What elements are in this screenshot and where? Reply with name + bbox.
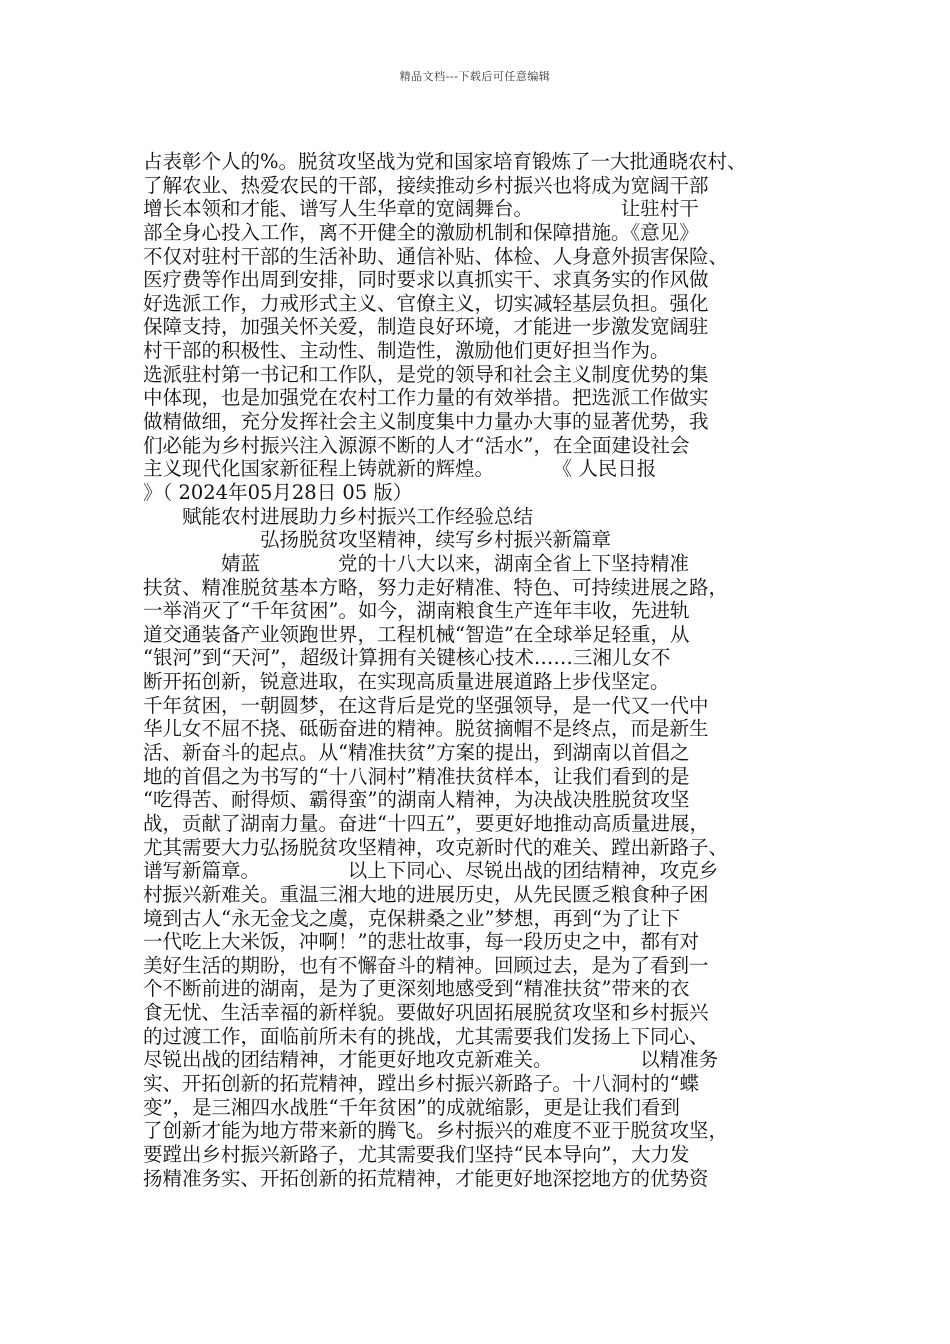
- document-body: [143, 150, 815, 1190]
- text-line: 道交通装备产业领跑世界，工程机械“智造”在全球举足轻重，从: [143, 622, 690, 646]
- text-line: 谱写新篇章。 以上下同心、尽锐出战的团结精神，攻克乡: [143, 859, 719, 883]
- text-line: 美好生活的期盼，也有不懈奋斗的精神。回顾过去，是为了看到一: [143, 953, 709, 977]
- text-line: 食无忧、生活幸福的新样貌。要做好巩固拓展脱贫攻坚和乡村振兴: [143, 1001, 709, 1025]
- text-line: 选派驻村第一书记和工作队，是党的领导和社会主义制度优势的集: [143, 362, 709, 386]
- text-line: 们必能为乡村振兴注入源源不断的人才“活水”，在全面建设社会: [143, 433, 690, 457]
- text-line: 扬精准务实、开拓创新的拓荒精神，才能更好地深挖地方的优势资: [143, 1166, 709, 1190]
- text-line: 战，贡献了湖南力量。奋进“十四五”，要更好地推动高质量进展，: [143, 811, 709, 835]
- text-line: 地的首倡之为书写的“十八洞村”精准扶贫样本，让我们看到的是: [143, 764, 690, 788]
- text-line: 个不断前进的湖南，是为了更深刻地感受到“精准扶贫”带来的衣: [143, 977, 690, 1001]
- text-line: 不仅对驻村干部的生活补助、通信补贴、体检、人身意外损害保险、: [143, 244, 729, 268]
- text-line: 婧蓝 党的十八大以来，湖南全省上下坚持精准: [143, 551, 690, 575]
- text-line: 了创新才能为地方带来新的腾飞。乡村振兴的难度不亚于脱贫攻坚，: [143, 1119, 729, 1143]
- text-line: 要蹚出乡村振兴新路子，尤其需要我们坚持“民本导向”，大力发: [143, 1142, 690, 1166]
- text-line: 好选派工作，力戒形式主义、官僚主义，切实减轻基层负担。强化: [143, 291, 709, 315]
- text-line: 扶贫、精准脱贫基本方略，努力走好精准、特色、可持续进展之路，: [143, 575, 729, 599]
- text-line: 保障支持，加强关怀关爱，制造良好环境，才能进一步激发宽阔驻: [143, 315, 709, 339]
- text-line: 实、开拓创新的拓荒精神，蹚出乡村振兴新路子。十八洞村的“蝶: [143, 1071, 699, 1095]
- text-line: 尽锐出战的团结精神，才能更好地攻克新难关。 以精准务: [143, 1048, 719, 1072]
- text-line: 弘扬脱贫攻坚精神，续写乡村振兴新篇章: [143, 528, 612, 552]
- text-line: 》（ 2024年05月28日 05 版）: [143, 480, 413, 504]
- text-line: 村振兴新难关。重温三湘大地的进展历史，从先民匮乏粮食种子困: [143, 882, 709, 906]
- text-line: 了解农业、热爱农民的干部，接续推动乡村振兴也将成为宽阔干部: [143, 173, 709, 197]
- text-line: 尤其需要大力弘扬脱贫攻坚精神，攻克新时代的难关、蹚出新路子、: [143, 835, 729, 859]
- page-header: 精品文档---下载后可任意编辑: [399, 70, 551, 83]
- text-line: 赋能农村进展助力乡村振兴工作经验总结: [143, 504, 534, 528]
- text-line: “银河”到“天河”，超级计算拥有关键核心技术……三湘儿女不: [143, 646, 671, 670]
- text-line: 做精做细，充分发挥社会主义制度集中力量办大事的显著优势，我: [143, 410, 709, 434]
- text-line: 中体现，也是加强党在农村工作力量的有效举措。把选派工作做实: [143, 386, 709, 410]
- text-line: 村干部的积极性、主动性、制造性，激励他们更好担当作为。: [143, 339, 670, 363]
- text-line: 的过渡工作，面临前所未有的挑战，尤其需要我们发扬上下同心、: [143, 1024, 709, 1048]
- text-line: 华儿女不屈不挠、砥砺奋进的精神。脱贫摘帽不是终点，而是新生: [143, 717, 709, 741]
- text-line: 占表彰个人的%。脱贫攻坚战为党和国家培育锻炼了一大批通晓农村、: [143, 150, 747, 173]
- text-line: 断开拓创新，锐意进取，在实现高质量进展道路上步伐坚定。: [143, 670, 670, 694]
- text-line: 一代吃上大米饭，冲啊！”的悲壮故事，每一段历史之中，都有对: [143, 930, 699, 954]
- text-line: 部全身心投入工作，离不开健全的激励机制和保障措施。《意见》: [143, 220, 699, 244]
- text-line: 变”，是三湘四水战胜“千年贫困”的成就缩影，更是让我们看到: [143, 1095, 680, 1119]
- text-line: “吃得苦、耐得烦、霸得蛮”的湖南人精神，为决战决胜脱贫攻坚: [143, 788, 690, 812]
- text-line: 境到古人“永无金戈之虞，克保耕桑之业”梦想，再到“为了让下: [143, 906, 680, 930]
- text-line: 活、新奋斗的起点。从“精准扶贫”方案的提出，到湖南以首倡之: [143, 741, 690, 765]
- text-line: 千年贫困，一朝圆梦，在这背后是党的坚强领导，是一代又一代中: [143, 693, 709, 717]
- text-line: 一举消灭了“千年贫困”。如今，湖南粮食生产连年丰收，先进轨: [143, 599, 690, 623]
- text-line: 主义现代化国家新征程上铸就新的辉煌。 《 人民日报: [143, 457, 657, 481]
- text-line: 增长本领和才能、谱写人生华章的宽阔舞台。 让驻村干: [143, 197, 699, 221]
- text-line: 医疗费等作出周到安排，同时要求以真抓实干、求真务实的作风做: [143, 268, 709, 292]
